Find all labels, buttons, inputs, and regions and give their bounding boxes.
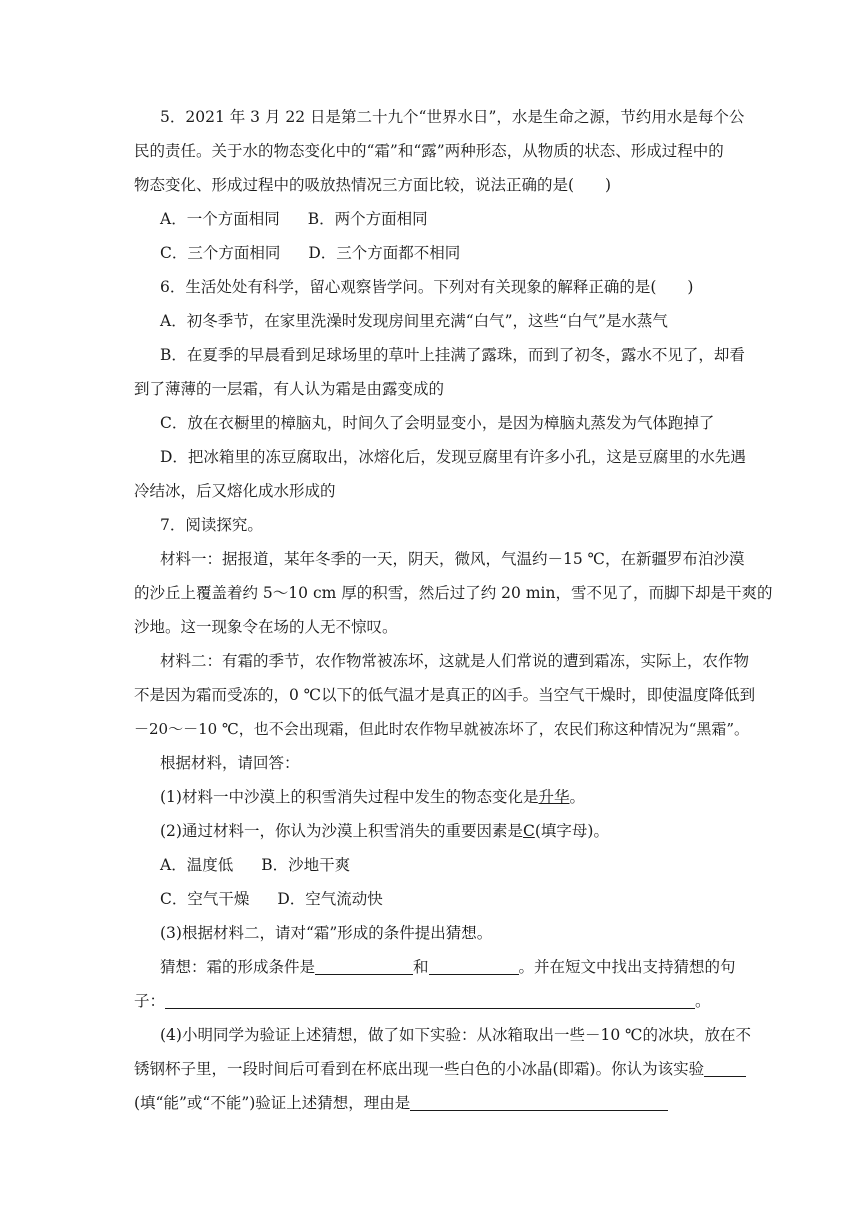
q6-option-d-line2: 冷结冰，后又熔化成水形成的 xyxy=(134,482,336,500)
q5-line2: 民的责任。关于水的物态变化中的“霜”和“露”两种形态，从物质的状态、形成过程中的 xyxy=(134,142,724,160)
q7-sub1-text: (1)材料一中沙漠上的积雪消失过程中发生的物态变化是 xyxy=(160,788,539,806)
q7-material2-line3: －20～－10 ℃，也不会出现霜，但此时农作物早就被冻坏了，农民们称这种情况为“黑霜”。 xyxy=(134,720,750,738)
q7-material2-line1: 材料二：有霜的季节，农作物常被冻坏，这就是人们常说的遭到霜冻，实际上，农作物 xyxy=(160,652,750,670)
q7-sub4-l2-text: 锈钢杯子里，一段时间后可看到在杯底出现一些白色的小冰晶(即霜)。你认为该实验 xyxy=(134,1060,705,1078)
q7-sub2-options-row1 xyxy=(160,848,735,882)
q6-stem: 6．生活处处有科学，留心观察皆学问。下列对有关现象的解释正确的是( ) xyxy=(160,278,694,296)
q7-material1-line1: 材料一：据报道，某年冬季的一天，阴天，微风，气温约－15 ℃，在新疆罗布泊沙漠 xyxy=(160,550,745,568)
q6-option-a: A．初冬季节，在家里洗澡时发现房间里充满“白气”，这些“白气”是水蒸气 xyxy=(160,312,668,330)
q7-sub4-line3 xyxy=(134,1086,735,1120)
q5-options-row1 xyxy=(160,202,735,236)
q7-guess-line2 xyxy=(134,984,735,1018)
q7-sub1 xyxy=(160,780,735,814)
q7-guess-and: 和 xyxy=(413,958,429,976)
q5-option-a: A．一个方面相同 xyxy=(160,210,280,228)
q7-sub2-answer: C xyxy=(522,822,535,840)
question-content xyxy=(134,100,773,1120)
q7-sub4-l3-text: (填“能”或“不能”)验证上述猜想，理由是 xyxy=(134,1094,411,1112)
q7-stem: 7．阅读探究。 xyxy=(160,516,263,534)
q7-guess-text: 猜想：霜的形成条件是 xyxy=(160,958,316,976)
q5-option-d: D．三个方面都不相同 xyxy=(308,244,461,262)
q6-option-b-line2: 到了薄薄的一层霜，有人认为霜是由露变成的 xyxy=(134,380,445,398)
q7-guess-line1 xyxy=(160,950,735,984)
can-or-cannot-blank[interactable] xyxy=(704,1058,746,1077)
q7-guess-end: 。并在短文中找出支持猜想的句 xyxy=(518,958,736,976)
q5-option-b: B．两个方面相同 xyxy=(307,210,428,228)
guess-blank-2[interactable] xyxy=(429,956,519,975)
q7-sub2-option-b: B．沙地干爽 xyxy=(261,856,351,874)
q7-sub3: (3)根据材料二，请对“霜”形成的条件提出猜想。 xyxy=(160,924,493,942)
q7-sub2-option-c: C．空气干燥 xyxy=(160,890,250,908)
q7-sub2-end: (填字母)。 xyxy=(534,822,609,840)
q7-guess-l2-text: 子： xyxy=(134,992,166,1010)
q7-sub2 xyxy=(160,814,735,848)
q5-line3: 物态变化、形成过程中的吸放热情况三方面比较，说法正确的是( ) xyxy=(134,176,612,194)
q6-option-d-line1: D．把冰箱里的冻豆腐取出，冰熔化后，发现豆腐里有许多小孔，这是豆腐里的水先遇 xyxy=(160,448,746,466)
q7-sub4-line1: (4)小明同学为验证上述猜想，做了如下实验：从冰箱取出一些－10 ℃的冰块，放在不 xyxy=(160,1026,751,1044)
q7-sub2-option-a: A．温度低 xyxy=(160,856,234,874)
q7-material2-line2: 不是因为霜而受冻的，0 ℃以下的低气温才是真正的凶手。当空气干燥时，即使温度降低到 xyxy=(134,686,756,704)
support-sentence-blank[interactable] xyxy=(165,990,695,1009)
q6-option-b-line1: B．在夏季的早晨看到足球场里的草叶上挂满了露珠，而到了初冬，露水不见了，却看 xyxy=(160,346,745,364)
q7-ask: 根据材料，请回答： xyxy=(160,754,300,772)
q7-sub2-text: (2)通过材料一，你认为沙漠上积雪消失的重要因素是 xyxy=(160,822,523,840)
q5-options-row2 xyxy=(160,236,735,270)
q7-sub2-options-row2 xyxy=(160,882,735,916)
q5-option-c: C．三个方面相同 xyxy=(160,244,281,262)
q7-material1-line2: 的沙丘上覆盖着约 5～10 cm 厚的积雪，然后过了约 20 min，雪不见了，而脚下却是干爽的 xyxy=(134,584,773,602)
q5-line1: 5．2021 年 3 月 22 日是第二十九个“世界水日”，水是生命之源，节约用水是每个公 xyxy=(160,108,745,126)
q7-sub4-line2 xyxy=(134,1052,735,1086)
q7-sub1-answer: 升华 xyxy=(538,788,570,806)
guess-blank-1[interactable] xyxy=(315,956,413,975)
reason-blank[interactable] xyxy=(410,1092,668,1111)
q6-option-c: C．放在衣橱里的樟脑丸，时间久了会明显变小，是因为樟脑丸蒸发为气体跑掉了 xyxy=(160,414,715,432)
q7-sub1-end: 。 xyxy=(569,788,585,806)
q7-sub2-option-d: D．空气流动快 xyxy=(277,890,383,908)
q7-guess-l2-end: 。 xyxy=(695,992,711,1010)
q7-material1-line3: 沙地。这一现象令在场的人无不惊叹。 xyxy=(134,618,398,636)
